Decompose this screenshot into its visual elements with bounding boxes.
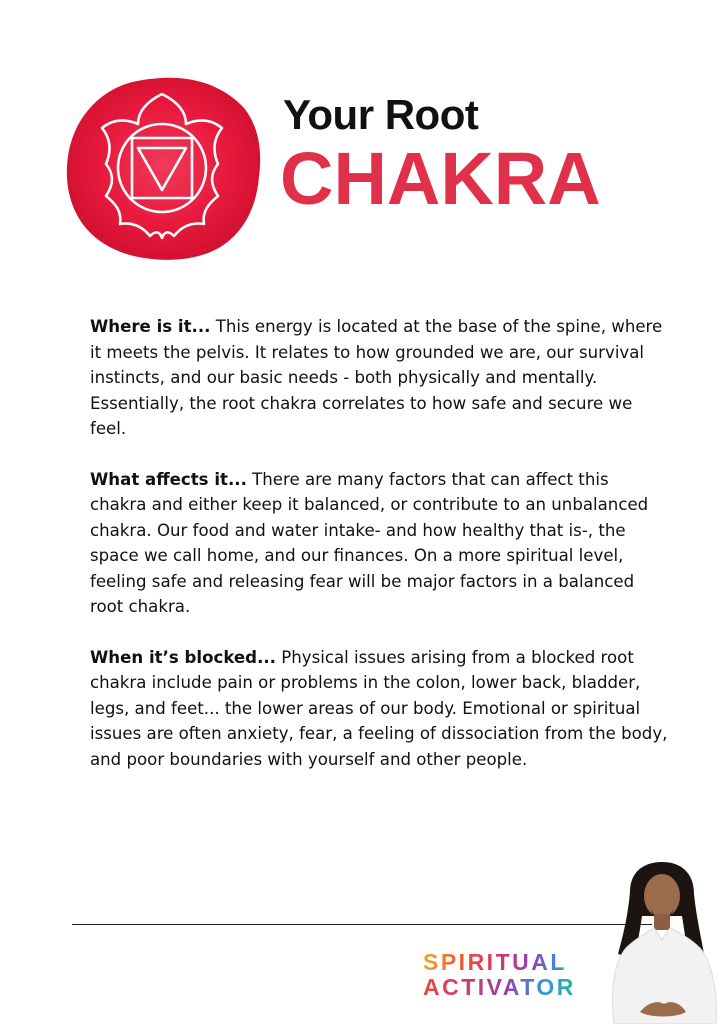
section-lead: Where is it... bbox=[90, 317, 211, 336]
title-line-2: CHAKRA bbox=[280, 137, 601, 220]
brand-line-2: ACTIVATOR bbox=[423, 974, 576, 1000]
section-text: This energy is located at the base of the spine, where it meets the pelvis. It relates to how grounded we are, our survival instincts, and our basic needs - both physically and mentally. Essentially, the root chakra correlates to how safe and secure we feel. bbox=[90, 317, 663, 438]
neck bbox=[654, 914, 670, 930]
person-photo bbox=[600, 862, 724, 1024]
brand-logo bbox=[423, 950, 576, 1000]
face bbox=[644, 874, 680, 918]
root-chakra-logo bbox=[62, 72, 262, 262]
section-lead: What affects it... bbox=[90, 469, 247, 489]
section-blocked bbox=[90, 645, 670, 773]
title-line-1: Your Root bbox=[283, 91, 479, 138]
section-text: There are many factors that can affect this chakra and either keep it balanced, or contribute to an unbalanced chakra. Our food and water intake- and how healthy that is-, the space we call home, and our finances. On a more spiritual level, feeling safe and releasing fear will be major factors in a balanced root chakra. bbox=[90, 469, 649, 616]
section-lead: When it’s blocked... bbox=[90, 647, 276, 667]
brand-line-1: SPIRITUAL bbox=[423, 950, 576, 975]
footer-divider bbox=[72, 924, 652, 925]
section-text: Physical issues arising from a blocked root chakra include pain or problems in the colon, lower back, bladder, legs, and feet... the lower areas of our body. Emotional or spiritual issues are often anxiety, fear, a feeling of dissociation from the body, and poor boundaries with yourself and other people. bbox=[90, 647, 668, 769]
section-where bbox=[90, 314, 670, 442]
watercolor-blot bbox=[67, 78, 260, 260]
body-text bbox=[90, 314, 670, 797]
section-affects bbox=[90, 467, 670, 620]
